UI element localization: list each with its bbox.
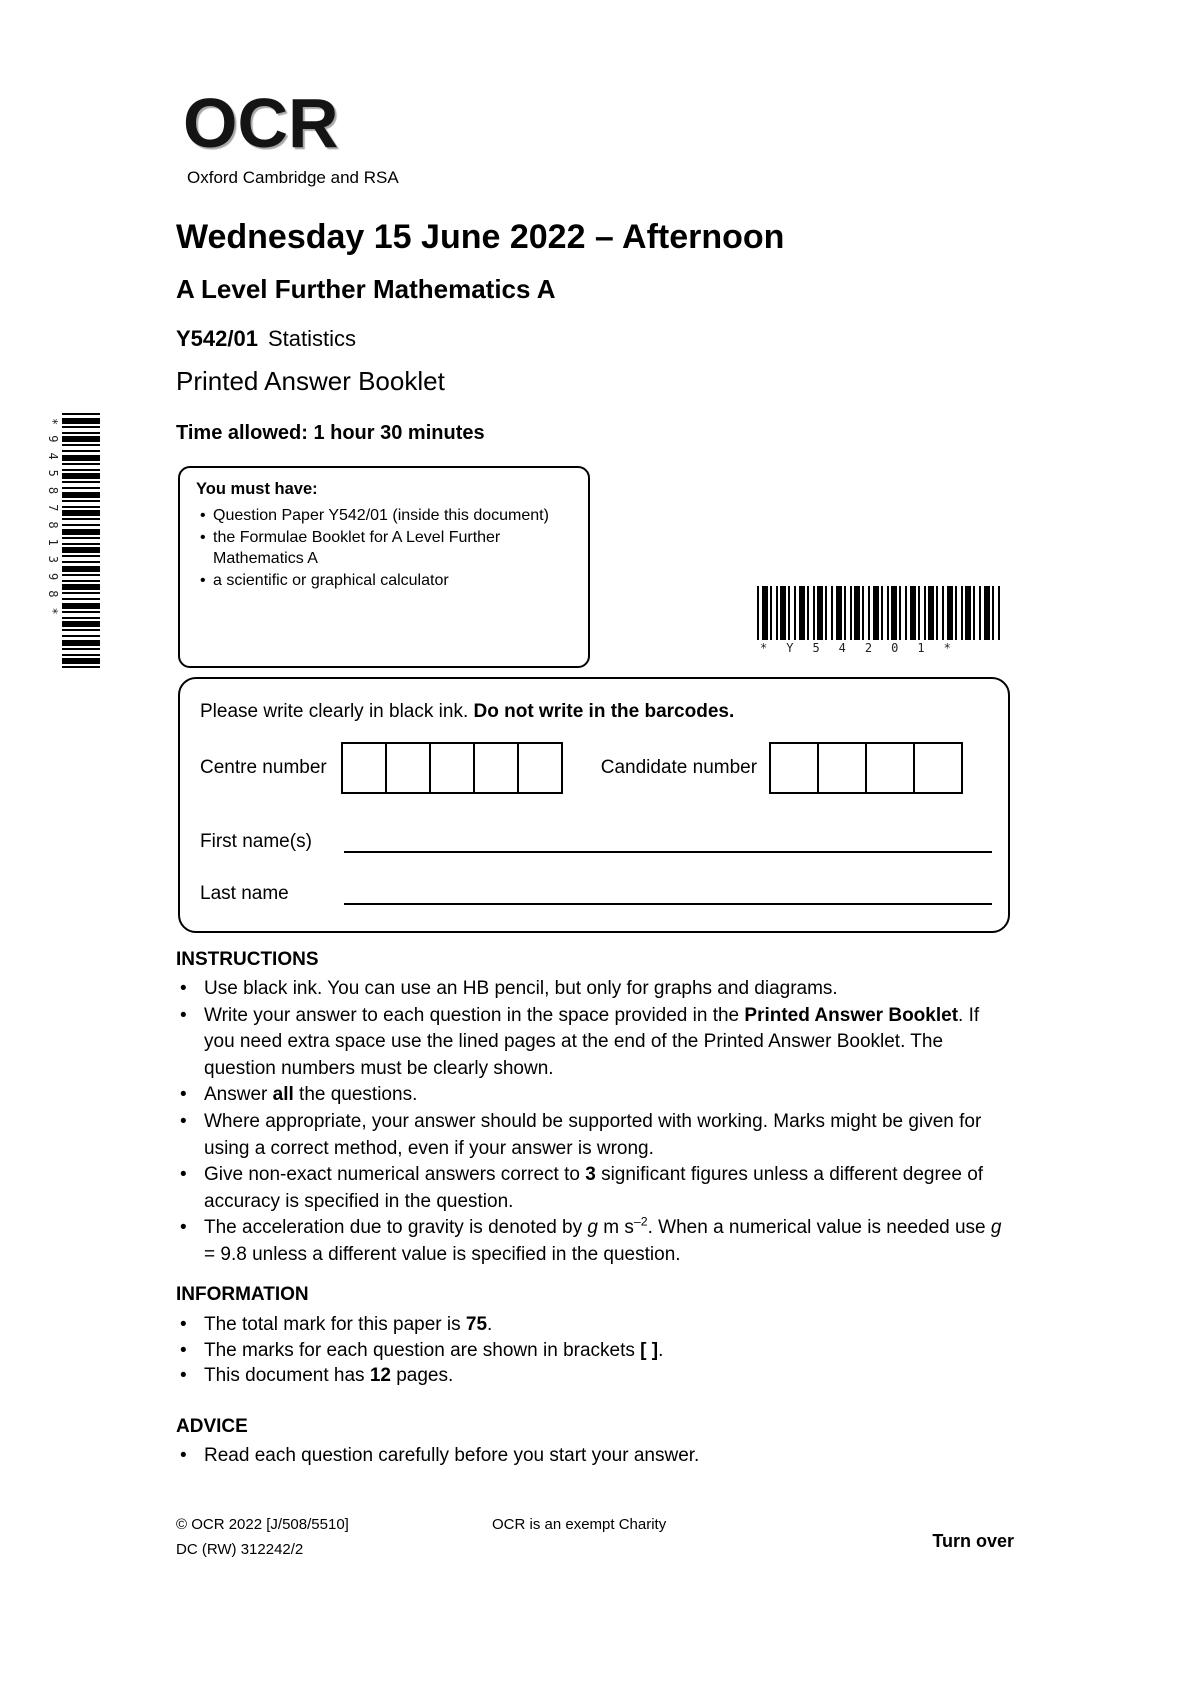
centre-number-label: Centre number — [200, 757, 327, 778]
bullet-icon: • — [200, 507, 206, 524]
paper-barcode — [757, 586, 1000, 640]
bullet-text: a scientific or graphical calculator — [213, 571, 449, 589]
bullet-text: Write your answer to each question in the space provided in the Printed Answer Booklet. If you need extra space use the lined pages at the end of the Printed Answer Booklet. The question numbers must be clearly shown. — [204, 1004, 980, 1079]
time-allowed: Time allowed: 1 hour 30 minutes — [176, 422, 485, 444]
bullet-item — [196, 570, 574, 592]
bullet-icon: • — [180, 978, 187, 999]
bullet-icon: • — [200, 571, 206, 589]
bullet-icon: • — [180, 1164, 187, 1186]
entry-cell[interactable] — [913, 742, 963, 794]
advice-heading: ADVICE — [176, 1416, 248, 1437]
bullet-icon: • — [180, 1084, 187, 1106]
candidate-number-cells — [771, 742, 963, 794]
must-have-heading: You must have: — [196, 480, 318, 498]
bullet-item — [196, 527, 574, 570]
vertical-barcode-caption: *9458781398* — [46, 418, 60, 625]
bullet-icon: • — [180, 1110, 187, 1132]
entry-cell[interactable] — [817, 742, 867, 794]
entry-cell[interactable] — [341, 742, 387, 794]
bullet-text: The marks for each question are shown in brackets [ ]. — [204, 1339, 664, 1361]
bullet-text: This document has 12 pages. — [204, 1365, 454, 1387]
must-have-box — [178, 466, 590, 668]
bullet-item — [196, 505, 574, 527]
must-have-list — [196, 505, 574, 591]
entry-cell[interactable] — [517, 742, 563, 794]
turn-over-label: Turn over — [932, 1531, 1014, 1551]
number-entry-row — [200, 741, 963, 795]
bullet-item — [176, 1215, 1014, 1268]
charity-note: OCR is an exempt Charity — [492, 1516, 667, 1533]
entry-cell[interactable] — [385, 742, 431, 794]
bullet-item — [176, 1312, 1014, 1338]
copyright-line: © OCR 2022 [J/508/5510] — [176, 1516, 349, 1533]
bullet-item — [176, 1443, 1014, 1470]
last-name-field[interactable] — [344, 877, 992, 905]
advice-list — [176, 1443, 1014, 1470]
paper-code: Y542/01 — [176, 326, 258, 351]
bullet-icon: • — [180, 1314, 187, 1335]
bullet-text: The total mark for this paper is 75. — [204, 1314, 493, 1335]
paper-code-line — [176, 326, 356, 352]
instructions-heading: INSTRUCTIONS — [176, 949, 319, 970]
bullet-item — [176, 1082, 1014, 1109]
last-name-label: Last name — [200, 883, 289, 904]
paper-name: Statistics — [267, 326, 356, 351]
entry-cell[interactable] — [473, 742, 519, 794]
bullet-item — [176, 1109, 1014, 1162]
bullet-icon: • — [180, 1365, 187, 1387]
bullet-icon: • — [180, 1217, 187, 1239]
candidate-details-box — [178, 677, 1010, 933]
black-ink-notice: Please write clearly in black ink. Do not write in the barcodes. — [200, 701, 735, 722]
bullet-icon: • — [200, 528, 206, 546]
centre-number-cells — [343, 742, 563, 794]
first-name-field[interactable] — [344, 825, 992, 853]
candidate-number-label: Candidate number — [600, 757, 758, 778]
bullet-text: The acceleration due to gravity is denoted by g m $s^{-2}$. When a numerical value is needed use g = 9.8 unless a different value is specified in the question. — [204, 1215, 1002, 1265]
bullet-item — [176, 1338, 1014, 1364]
instructions-list — [176, 976, 1014, 1269]
bullet-text: Read each question carefully before you start your answer. — [204, 1445, 700, 1466]
vertical-barcode — [62, 413, 100, 672]
bullet-text: Answer all the questions. — [204, 1084, 418, 1106]
bullet-icon: • — [180, 1339, 187, 1361]
entry-cell[interactable] — [865, 742, 915, 794]
information-list — [176, 1312, 1014, 1389]
bullet-item — [176, 1003, 1014, 1083]
first-name-label: First name(s) — [200, 831, 312, 852]
bullet-text: Question Paper Y542/01 (inside this document) — [213, 507, 549, 524]
bullet-text: Use black ink. You can use an HB pencil, but only for graphs and diagrams. — [204, 978, 838, 999]
paper-barcode-caption: *Y54201* — [760, 641, 970, 655]
last-name-row — [200, 877, 992, 905]
bullet-icon: • — [180, 1445, 187, 1466]
first-name-row — [200, 825, 992, 853]
exam-date-title: Wednesday 15 June 2022 – Afternoon — [176, 218, 785, 256]
bullet-item — [176, 976, 1014, 1003]
ocr-logo-tagline: Oxford Cambridge and RSA — [187, 168, 399, 187]
bullet-item — [176, 1162, 1014, 1215]
booklet-type: Printed Answer Booklet — [176, 366, 445, 396]
dc-code-line: DC (RW) 312242/2 — [176, 1541, 304, 1558]
bullet-text: Where appropriate, your answer should be supported with working. Marks might be given for using a correct method, even if your answer is wrong. — [204, 1110, 982, 1159]
entry-cell[interactable] — [429, 742, 475, 794]
bullet-text: Give non-exact numerical answers correct to 3 significant figures unless a different degree of accuracy is specified in the question. — [204, 1164, 984, 1212]
information-heading: INFORMATION — [176, 1284, 309, 1305]
ocr-logo: OCR — [183, 84, 339, 162]
qualification-title: A Level Further Mathematics A — [176, 274, 556, 304]
entry-cell[interactable] — [769, 742, 819, 794]
bullet-text: the Formulae Booklet for A Level Further Mathematics A — [213, 528, 501, 567]
bullet-icon: • — [180, 1004, 187, 1026]
bullet-item — [176, 1363, 1014, 1389]
